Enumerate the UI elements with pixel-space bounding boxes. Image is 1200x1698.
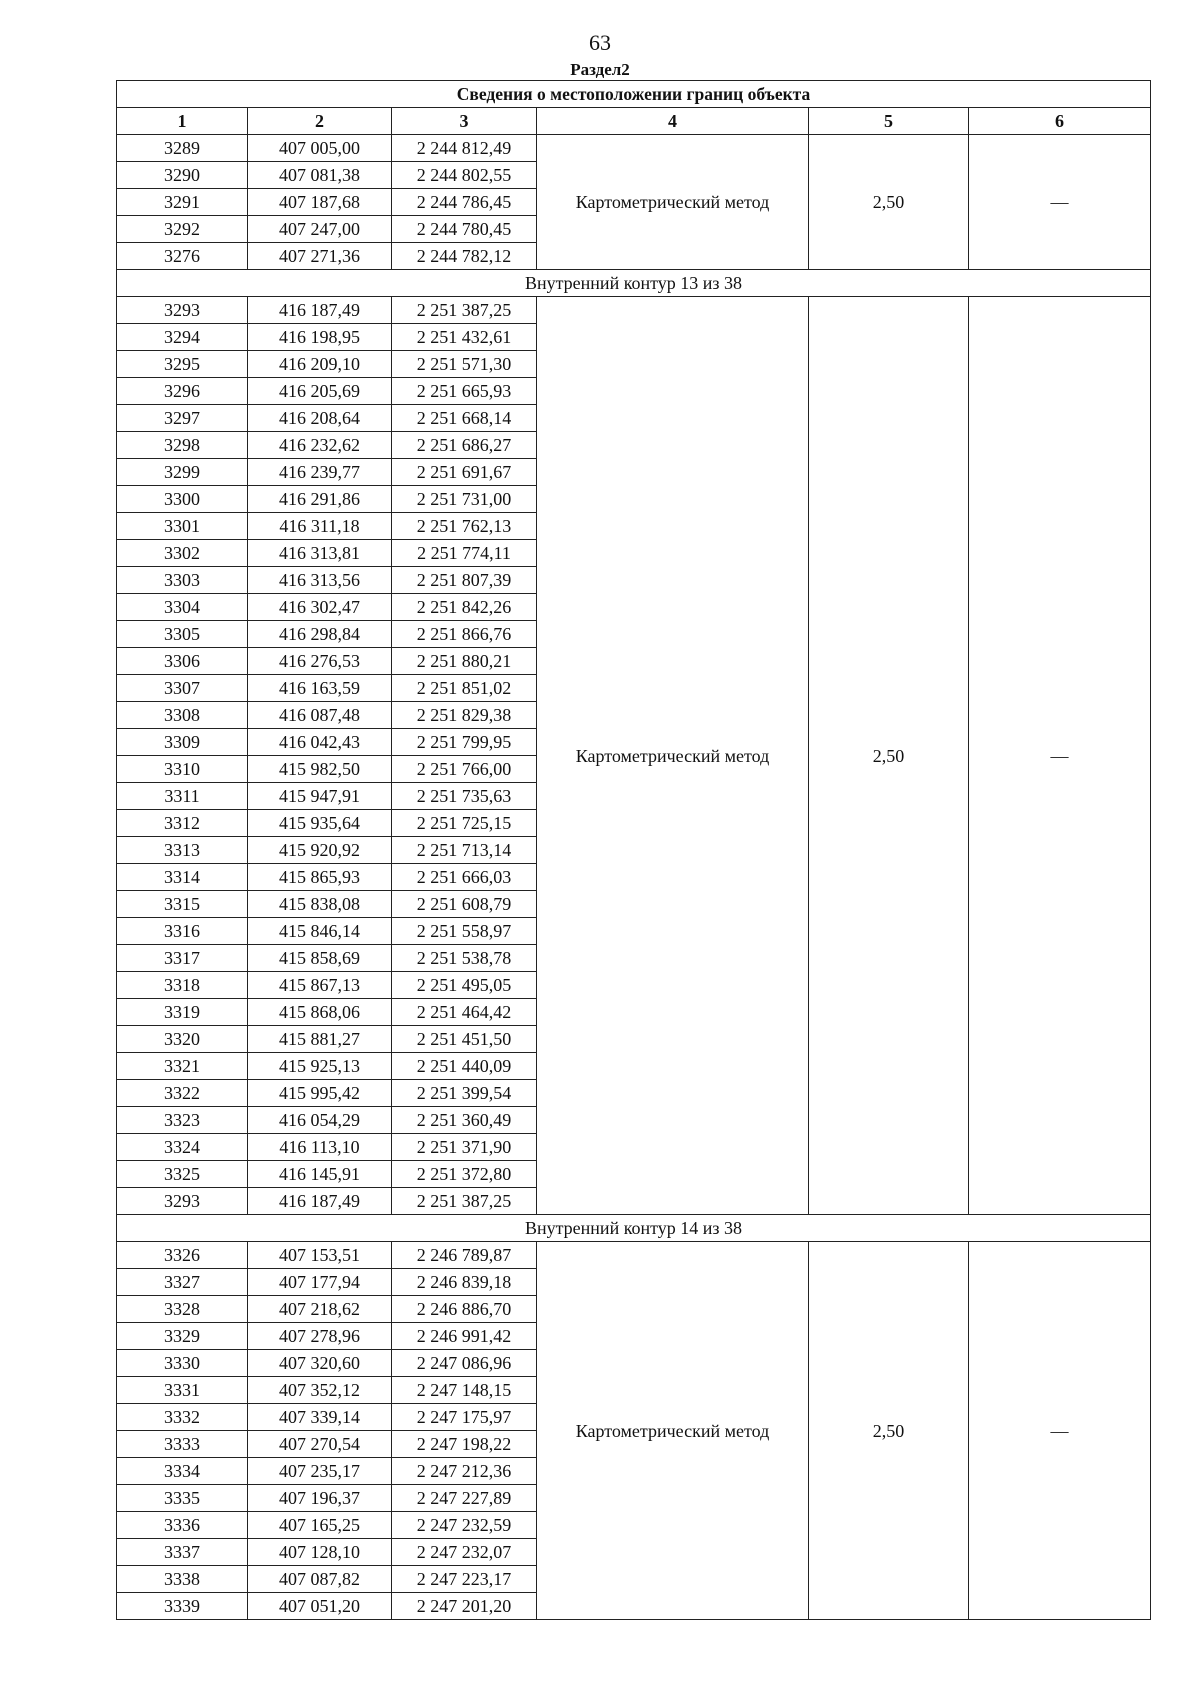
description-cell: — [969, 135, 1151, 270]
y-coordinate-cell: 2 251 713,14 [392, 837, 537, 864]
x-coordinate-cell: 416 313,56 [248, 567, 392, 594]
y-coordinate-cell: 2 251 666,03 [392, 864, 537, 891]
y-coordinate-cell: 2 247 148,15 [392, 1377, 537, 1404]
x-coordinate-cell: 416 145,91 [248, 1161, 392, 1188]
y-coordinate-cell: 2 251 464,42 [392, 999, 537, 1026]
point-number-cell: 3304 [117, 594, 248, 621]
x-coordinate-cell: 415 881,27 [248, 1026, 392, 1053]
contour-label: Внутренний контур 13 из 38 [117, 270, 1151, 297]
x-coordinate-cell: 416 054,29 [248, 1107, 392, 1134]
x-coordinate-cell: 415 846,14 [248, 918, 392, 945]
x-coordinate-cell: 407 051,20 [248, 1593, 392, 1620]
point-number-cell: 3294 [117, 324, 248, 351]
x-coordinate-cell: 416 163,59 [248, 675, 392, 702]
x-coordinate-cell: 415 982,50 [248, 756, 392, 783]
point-number-cell: 3291 [117, 189, 248, 216]
x-coordinate-cell: 416 313,81 [248, 540, 392, 567]
x-coordinate-cell: 407 196,37 [248, 1485, 392, 1512]
contour-label-row [117, 270, 1151, 297]
precision-cell: 2,50 [809, 1242, 969, 1620]
x-coordinate-cell: 407 270,54 [248, 1431, 392, 1458]
point-number-cell: 3312 [117, 810, 248, 837]
contour-label: Внутренний контур 14 из 38 [117, 1215, 1151, 1242]
point-number-cell: 3334 [117, 1458, 248, 1485]
description-cell: — [969, 1242, 1151, 1620]
x-coordinate-cell: 416 311,18 [248, 513, 392, 540]
y-coordinate-cell: 2 251 387,25 [392, 1188, 537, 1215]
point-number-cell: 3337 [117, 1539, 248, 1566]
point-number-cell: 3313 [117, 837, 248, 864]
table-body [117, 135, 1151, 1620]
point-number-cell: 3314 [117, 864, 248, 891]
y-coordinate-cell: 2 246 839,18 [392, 1269, 537, 1296]
point-number-cell: 3319 [117, 999, 248, 1026]
x-coordinate-cell: 416 291,86 [248, 486, 392, 513]
y-coordinate-cell: 2 251 880,21 [392, 648, 537, 675]
point-number-cell: 3302 [117, 540, 248, 567]
y-coordinate-cell: 2 251 371,90 [392, 1134, 537, 1161]
x-coordinate-cell: 416 298,84 [248, 621, 392, 648]
y-coordinate-cell: 2 251 608,79 [392, 891, 537, 918]
x-coordinate-cell: 407 187,68 [248, 189, 392, 216]
y-coordinate-cell: 2 251 538,78 [392, 945, 537, 972]
point-number-cell: 3338 [117, 1566, 248, 1593]
y-coordinate-cell: 2 244 780,45 [392, 216, 537, 243]
y-coordinate-cell: 2 251 799,95 [392, 729, 537, 756]
column-header-row [117, 108, 1151, 135]
column-header: 3 [392, 108, 537, 135]
y-coordinate-cell: 2 246 789,87 [392, 1242, 537, 1269]
y-coordinate-cell: 2 247 212,36 [392, 1458, 537, 1485]
y-coordinate-cell: 2 251 440,09 [392, 1053, 537, 1080]
point-number-cell: 3293 [117, 1188, 248, 1215]
section-title: Раздел2 [570, 60, 630, 79]
point-number-cell: 3300 [117, 486, 248, 513]
x-coordinate-cell: 416 113,10 [248, 1134, 392, 1161]
x-coordinate-cell: 416 276,53 [248, 648, 392, 675]
x-coordinate-cell: 415 995,42 [248, 1080, 392, 1107]
y-coordinate-cell: 2 251 866,76 [392, 621, 537, 648]
x-coordinate-cell: 407 081,38 [248, 162, 392, 189]
x-coordinate-cell: 415 920,92 [248, 837, 392, 864]
boundary-coordinates-table [116, 80, 1151, 1620]
table-row [117, 135, 1151, 162]
point-number-cell: 3335 [117, 1485, 248, 1512]
column-header: 2 [248, 108, 392, 135]
point-number-cell: 3301 [117, 513, 248, 540]
point-number-cell: 3310 [117, 756, 248, 783]
x-coordinate-cell: 415 935,64 [248, 810, 392, 837]
x-coordinate-cell: 407 177,94 [248, 1269, 392, 1296]
y-coordinate-cell: 2 246 886,70 [392, 1296, 537, 1323]
y-coordinate-cell: 2 244 786,45 [392, 189, 537, 216]
point-number-cell: 3309 [117, 729, 248, 756]
y-coordinate-cell: 2 251 387,25 [392, 297, 537, 324]
point-number-cell: 3289 [117, 135, 248, 162]
x-coordinate-cell: 407 320,60 [248, 1350, 392, 1377]
point-number-cell: 3327 [117, 1269, 248, 1296]
y-coordinate-cell: 2 251 842,26 [392, 594, 537, 621]
y-coordinate-cell: 2 251 735,63 [392, 783, 537, 810]
method-cell: Картометрический метод [537, 135, 809, 270]
x-coordinate-cell: 415 867,13 [248, 972, 392, 999]
y-coordinate-cell: 2 251 829,38 [392, 702, 537, 729]
x-coordinate-cell: 407 153,51 [248, 1242, 392, 1269]
point-number-cell: 3303 [117, 567, 248, 594]
point-number-cell: 3325 [117, 1161, 248, 1188]
y-coordinate-cell: 2 247 086,96 [392, 1350, 537, 1377]
point-number-cell: 3318 [117, 972, 248, 999]
y-coordinate-cell: 2 251 558,97 [392, 918, 537, 945]
point-number-cell: 3297 [117, 405, 248, 432]
y-coordinate-cell: 2 251 762,13 [392, 513, 537, 540]
precision-cell: 2,50 [809, 297, 969, 1215]
column-header: 4 [537, 108, 809, 135]
point-number-cell: 3299 [117, 459, 248, 486]
x-coordinate-cell: 407 128,10 [248, 1539, 392, 1566]
y-coordinate-cell: 2 251 495,05 [392, 972, 537, 999]
y-coordinate-cell: 2 251 766,00 [392, 756, 537, 783]
point-number-cell: 3315 [117, 891, 248, 918]
y-coordinate-cell: 2 246 991,42 [392, 1323, 537, 1350]
x-coordinate-cell: 415 947,91 [248, 783, 392, 810]
x-coordinate-cell: 407 352,12 [248, 1377, 392, 1404]
column-header: 5 [809, 108, 969, 135]
y-coordinate-cell: 2 251 360,49 [392, 1107, 537, 1134]
x-coordinate-cell: 416 187,49 [248, 297, 392, 324]
description-cell: — [969, 297, 1151, 1215]
table-row [117, 297, 1151, 324]
x-coordinate-cell: 407 235,17 [248, 1458, 392, 1485]
y-coordinate-cell: 2 251 665,93 [392, 378, 537, 405]
x-coordinate-cell: 407 271,36 [248, 243, 392, 270]
method-cell: Картометрический метод [537, 1242, 809, 1620]
y-coordinate-cell: 2 244 802,55 [392, 162, 537, 189]
point-number-cell: 3307 [117, 675, 248, 702]
point-number-cell: 3322 [117, 1080, 248, 1107]
y-coordinate-cell: 2 251 571,30 [392, 351, 537, 378]
table-row [117, 1242, 1151, 1269]
x-coordinate-cell: 407 218,62 [248, 1296, 392, 1323]
x-coordinate-cell: 407 278,96 [248, 1323, 392, 1350]
column-header: 1 [117, 108, 248, 135]
x-coordinate-cell: 416 209,10 [248, 351, 392, 378]
x-coordinate-cell: 407 165,25 [248, 1512, 392, 1539]
point-number-cell: 3336 [117, 1512, 248, 1539]
point-number-cell: 3295 [117, 351, 248, 378]
x-coordinate-cell: 416 239,77 [248, 459, 392, 486]
point-number-cell: 3290 [117, 162, 248, 189]
column-header: 6 [969, 108, 1151, 135]
y-coordinate-cell: 2 247 175,97 [392, 1404, 537, 1431]
point-number-cell: 3311 [117, 783, 248, 810]
y-coordinate-cell: 2 251 851,02 [392, 675, 537, 702]
point-number-cell: 3306 [117, 648, 248, 675]
point-number-cell: 3293 [117, 297, 248, 324]
y-coordinate-cell: 2 247 198,22 [392, 1431, 537, 1458]
point-number-cell: 3296 [117, 378, 248, 405]
x-coordinate-cell: 415 925,13 [248, 1053, 392, 1080]
x-coordinate-cell: 416 205,69 [248, 378, 392, 405]
y-coordinate-cell: 2 251 774,11 [392, 540, 537, 567]
y-coordinate-cell: 2 251 451,50 [392, 1026, 537, 1053]
y-coordinate-cell: 2 251 731,00 [392, 486, 537, 513]
x-coordinate-cell: 416 198,95 [248, 324, 392, 351]
page-number: 63 [589, 30, 611, 55]
point-number-cell: 3333 [117, 1431, 248, 1458]
point-number-cell: 3328 [117, 1296, 248, 1323]
y-coordinate-cell: 2 247 232,59 [392, 1512, 537, 1539]
point-number-cell: 3276 [117, 243, 248, 270]
y-coordinate-cell: 2 251 399,54 [392, 1080, 537, 1107]
y-coordinate-cell: 2 251 725,15 [392, 810, 537, 837]
y-coordinate-cell: 2 247 223,17 [392, 1566, 537, 1593]
x-coordinate-cell: 415 838,08 [248, 891, 392, 918]
point-number-cell: 3329 [117, 1323, 248, 1350]
x-coordinate-cell: 416 232,62 [248, 432, 392, 459]
y-coordinate-cell: 2 247 201,20 [392, 1593, 537, 1620]
point-number-cell: 3321 [117, 1053, 248, 1080]
point-number-cell: 3317 [117, 945, 248, 972]
method-cell: Картометрический метод [537, 297, 809, 1215]
x-coordinate-cell: 416 302,47 [248, 594, 392, 621]
x-coordinate-cell: 407 339,14 [248, 1404, 392, 1431]
contour-label-row [117, 1215, 1151, 1242]
y-coordinate-cell: 2 247 232,07 [392, 1539, 537, 1566]
point-number-cell: 3339 [117, 1593, 248, 1620]
point-number-cell: 3324 [117, 1134, 248, 1161]
x-coordinate-cell: 416 187,49 [248, 1188, 392, 1215]
x-coordinate-cell: 415 858,69 [248, 945, 392, 972]
y-coordinate-cell: 2 244 812,49 [392, 135, 537, 162]
point-number-cell: 3330 [117, 1350, 248, 1377]
x-coordinate-cell: 407 005,00 [248, 135, 392, 162]
point-number-cell: 3320 [117, 1026, 248, 1053]
y-coordinate-cell: 2 251 807,39 [392, 567, 537, 594]
point-number-cell: 3305 [117, 621, 248, 648]
y-coordinate-cell: 2 251 686,27 [392, 432, 537, 459]
y-coordinate-cell: 2 251 372,80 [392, 1161, 537, 1188]
table-caption: Сведения о местоположении границ объекта [117, 81, 1151, 108]
y-coordinate-cell: 2 251 691,67 [392, 459, 537, 486]
x-coordinate-cell: 416 208,64 [248, 405, 392, 432]
y-coordinate-cell: 2 244 782,12 [392, 243, 537, 270]
point-number-cell: 3332 [117, 1404, 248, 1431]
x-coordinate-cell: 416 087,48 [248, 702, 392, 729]
point-number-cell: 3298 [117, 432, 248, 459]
y-coordinate-cell: 2 251 432,61 [392, 324, 537, 351]
precision-cell: 2,50 [809, 135, 969, 270]
y-coordinate-cell: 2 251 668,14 [392, 405, 537, 432]
y-coordinate-cell: 2 247 227,89 [392, 1485, 537, 1512]
x-coordinate-cell: 407 247,00 [248, 216, 392, 243]
point-number-cell: 3331 [117, 1377, 248, 1404]
x-coordinate-cell: 415 865,93 [248, 864, 392, 891]
point-number-cell: 3292 [117, 216, 248, 243]
point-number-cell: 3316 [117, 918, 248, 945]
x-coordinate-cell: 407 087,82 [248, 1566, 392, 1593]
x-coordinate-cell: 415 868,06 [248, 999, 392, 1026]
point-number-cell: 3308 [117, 702, 248, 729]
point-number-cell: 3326 [117, 1242, 248, 1269]
point-number-cell: 3323 [117, 1107, 248, 1134]
x-coordinate-cell: 416 042,43 [248, 729, 392, 756]
